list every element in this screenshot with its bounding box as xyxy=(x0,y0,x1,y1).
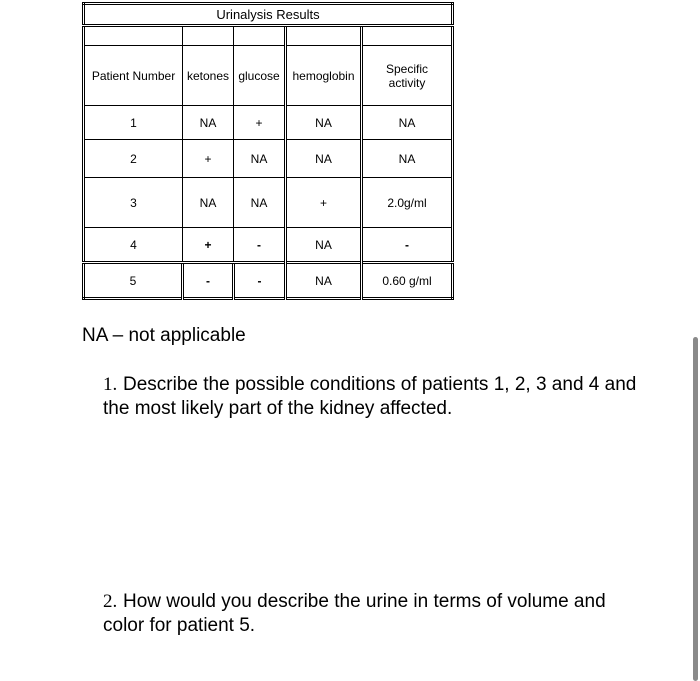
cell-patient: 1 xyxy=(84,106,183,140)
cell-glucose: - xyxy=(234,263,286,299)
cell-specific-activity: 2.0g/ml xyxy=(362,178,453,228)
table-title: Urinalysis Results xyxy=(84,4,453,26)
question-number: 2. xyxy=(103,591,118,612)
question-number: 1. xyxy=(103,374,118,395)
table-row xyxy=(84,106,453,140)
cell-specific-activity: 0.60 g/ml xyxy=(362,263,453,299)
cell-specific-activity: NA xyxy=(362,106,453,140)
header-hemoglobin: hemoglobin xyxy=(286,46,362,106)
table-blank-row xyxy=(84,26,453,46)
urinalysis-table xyxy=(82,2,454,300)
cell-glucose: NA xyxy=(234,178,286,228)
table-row xyxy=(84,228,453,263)
cell-ketones: - xyxy=(183,263,234,299)
header-ketones: ketones xyxy=(183,46,234,106)
cell-specific-activity: NA xyxy=(362,140,453,178)
cell-hemoglobin: NA xyxy=(286,263,362,299)
scrollbar[interactable] xyxy=(693,337,698,681)
cell-ketones: NA xyxy=(183,106,234,140)
cell-patient: 2 xyxy=(84,140,183,178)
table-row xyxy=(84,140,453,178)
question-2 xyxy=(103,590,643,638)
table-title-row xyxy=(84,4,453,26)
cell-ketones: + xyxy=(183,228,234,263)
cell-ketones: NA xyxy=(183,178,234,228)
cell-patient: 4 xyxy=(84,228,183,263)
cell-glucose: NA xyxy=(234,140,286,178)
table-row xyxy=(84,263,453,299)
cell-patient: 3 xyxy=(84,178,183,228)
cell-hemoglobin: NA xyxy=(286,106,362,140)
table-row xyxy=(84,178,453,228)
cell-hemoglobin: NA xyxy=(286,228,362,263)
cell-hemoglobin: NA xyxy=(286,140,362,178)
header-patient-number: Patient Number xyxy=(84,46,183,106)
header-specific-activity: Specific activity xyxy=(362,46,453,106)
question-text: Describe the possible conditions of patients 1, 2, 3 and 4 and the most likely part of the kidney affected. xyxy=(103,374,637,419)
question-1 xyxy=(103,373,643,421)
cell-specific-activity: - xyxy=(362,228,453,263)
cell-ketones: + xyxy=(183,140,234,178)
header-glucose: glucose xyxy=(234,46,286,106)
cell-glucose: - xyxy=(234,228,286,263)
cell-hemoglobin: + xyxy=(286,178,362,228)
table-header-row xyxy=(84,46,453,106)
na-note: NA – not applicable xyxy=(82,325,246,346)
question-text: How would you describe the urine in terms of volume and color for patient 5. xyxy=(103,591,606,636)
cell-glucose: + xyxy=(234,106,286,140)
cell-patient: 5 xyxy=(84,263,183,299)
